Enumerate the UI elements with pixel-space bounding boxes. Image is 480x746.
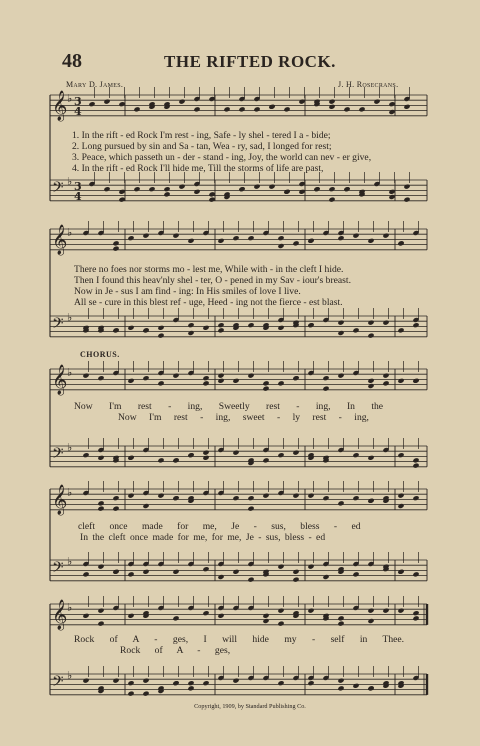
system-2-bass-notehead xyxy=(217,327,224,333)
system-5-treble-notehead xyxy=(337,615,344,621)
system-2-bass-notehead xyxy=(367,320,374,326)
system-4-treble-notehead xyxy=(262,493,269,499)
system-3-bass-notehead xyxy=(412,457,419,463)
system-5-bass-notehead xyxy=(142,678,149,684)
system-1-treble-notehead xyxy=(133,106,140,112)
system-4-treble-notehead xyxy=(352,495,359,501)
system-3-treble-notehead xyxy=(322,386,329,392)
system-4-treble-notehead xyxy=(337,500,344,506)
system-1-treble-notehead xyxy=(238,106,245,112)
system-4-treble-notehead xyxy=(112,506,119,512)
system-4-treble-notehead xyxy=(247,495,254,501)
system-1-treble-notehead xyxy=(373,99,380,105)
system-1-treble-notehead xyxy=(403,104,410,110)
system-5-treble-notehead xyxy=(412,610,419,616)
system-2-bass-notehead xyxy=(352,327,359,333)
system-5-bass-notehead xyxy=(337,678,344,684)
system-4-treble-notehead xyxy=(172,495,179,501)
system-1-bass-notehead xyxy=(118,197,125,203)
system-4-treble-notehead xyxy=(247,506,254,512)
system-2-bass-notehead xyxy=(202,325,209,331)
system-2-bass-clef-icon: 𝄢 xyxy=(52,315,64,336)
system-2-bass-notehead xyxy=(112,327,119,333)
system-3-bass-notehead xyxy=(412,463,419,469)
system-1-treble-notehead xyxy=(388,101,395,107)
system-3-treble-notehead xyxy=(157,380,164,386)
system-5-bass-notehead xyxy=(127,680,134,686)
system-5-treble-notehead xyxy=(97,621,104,627)
system-4-bass-notehead xyxy=(112,569,119,575)
verse-1-line-1: 1. In the rift - ed Rock I'm rest - ing, Safe - ly shel - tered I a - bide; xyxy=(72,130,331,141)
system-4-bass-notehead xyxy=(352,571,359,577)
system-4-treble-notehead xyxy=(412,495,419,501)
system-5-bass-notehead xyxy=(337,685,344,691)
system-1-bass-notehead xyxy=(163,186,170,192)
system-4-treble-notehead xyxy=(397,503,404,509)
system-4-bass-notehead xyxy=(277,564,284,570)
system-2-bass-notehead xyxy=(277,325,284,331)
system-4-treble-notehead xyxy=(157,493,164,499)
system-4-bass-flat-icon: ♭ xyxy=(67,555,73,568)
system-5-bass-notehead xyxy=(187,685,194,691)
verse-2-line-1: 2. Long pursued by sin and Sa - tan, Wea - ry, sad, I longed for rest; xyxy=(72,141,332,152)
system-1-bass-notehead xyxy=(133,186,140,192)
system-3-bass-notehead xyxy=(127,455,134,461)
system-1-treble-notehead xyxy=(343,106,350,112)
system-4-bass-notehead xyxy=(202,566,209,572)
system-5-treble-notehead xyxy=(277,608,284,614)
system-3-treble-notehead xyxy=(397,378,404,384)
system-3-bass-notehead xyxy=(367,455,374,461)
system-4-bass-notehead xyxy=(292,569,299,575)
system-4-bass-notehead xyxy=(232,569,239,575)
system-1-treble-notehead xyxy=(358,106,365,112)
system-3-treble-notehead xyxy=(277,380,284,386)
system-1-bass-notehead xyxy=(313,186,320,192)
system-2-bass-notehead xyxy=(337,330,344,336)
chorus-line-2-alt: In the cleft once made for me, for me, Je - sus, bless - ed xyxy=(80,532,326,543)
system-2-bass-notehead xyxy=(127,325,134,331)
system-1-bass-notehead xyxy=(178,184,185,190)
system-3-treble-notehead xyxy=(202,375,209,381)
composer-credit: J. H. Rosecrans. xyxy=(338,80,399,89)
system-5-treble-notehead xyxy=(262,613,269,619)
system-5-bass-notehead xyxy=(232,678,239,684)
system-3-treble-notehead xyxy=(367,383,374,389)
system-4-bass-notehead xyxy=(322,574,329,580)
system-3-bass-flat-icon: ♭ xyxy=(67,441,73,454)
system-3-bass-notehead xyxy=(187,452,194,458)
system-2-treble-notehead xyxy=(367,238,374,244)
system-1-time-sig-bottom: 4 xyxy=(74,105,82,118)
system-5-bass-notehead xyxy=(127,691,134,697)
system-5-bass-notehead xyxy=(82,678,89,684)
system-5-bass-notehead xyxy=(142,691,149,697)
system-2-treble-notehead xyxy=(187,238,194,244)
system-5-treble-notehead xyxy=(337,621,344,627)
system-4-treble-notehead xyxy=(232,495,239,501)
system-5-treble-flat-icon: ♭ xyxy=(67,601,73,614)
hymn-title: THE RIFTED ROCK. xyxy=(164,52,336,71)
verse-1-line-2: There no foes nor storms mo - lest me, While with - in the cleft I hide. xyxy=(74,264,344,275)
system-3-treble-flat-icon: ♭ xyxy=(67,366,73,379)
system-4-bass-notehead xyxy=(307,564,314,570)
system-5-treble-notehead xyxy=(397,608,404,614)
system-4-treble-flat-icon: ♭ xyxy=(67,486,73,499)
system-4-treble-notehead xyxy=(367,498,374,504)
system-1-treble-notehead xyxy=(118,101,125,107)
system-5-treble-notehead xyxy=(82,613,89,619)
system-1-treble-notehead xyxy=(253,106,260,112)
system-5-bass-clef-icon: 𝄢 xyxy=(52,673,64,694)
chorus-line-3: Rock of A - ges, I will hide my - self in Thee. xyxy=(74,634,405,645)
system-3-treble-notehead xyxy=(382,373,389,379)
system-3-bass-notehead xyxy=(157,457,164,463)
system-2-treble-notehead xyxy=(352,233,359,239)
system-3-treble-clef-icon: 𝄞 xyxy=(52,365,68,395)
chorus-line-1-alt: Now I'm rest - ing, sweet - ly rest - ing, xyxy=(118,412,369,423)
system-1-treble-notehead xyxy=(178,99,185,105)
system-1-bass-notehead xyxy=(208,197,215,203)
system-3-bass-notehead xyxy=(172,457,179,463)
system-1-bass-notehead xyxy=(328,197,335,203)
system-2-bass-notehead xyxy=(217,322,224,328)
system-1-bass-notehead xyxy=(403,184,410,190)
system-5-bass-notehead xyxy=(202,680,209,686)
system-2-treble-notehead xyxy=(127,235,134,241)
system-4-treble-notehead xyxy=(97,500,104,506)
system-2-treble-notehead xyxy=(307,238,314,244)
system-5-treble-notehead xyxy=(277,621,284,627)
system-1-treble-notehead xyxy=(328,99,335,105)
system-5-treble-notehead xyxy=(127,613,134,619)
verse-4-line-2: All se - cure in this blest ref - uge, Heed - ing not the fierce - est blast. xyxy=(74,297,343,308)
system-3-treble-notehead xyxy=(292,375,299,381)
chorus-label: CHORUS. xyxy=(80,350,120,359)
system-4-treble-notehead xyxy=(322,495,329,501)
system-3-bass-notehead xyxy=(232,450,239,456)
system-1-bass-notehead xyxy=(388,189,395,195)
system-2-treble-notehead xyxy=(112,246,119,252)
system-5-bass-notehead xyxy=(172,680,179,686)
system-3-bass-notehead xyxy=(292,450,299,456)
system-4-treble-notehead xyxy=(127,493,134,499)
system-1-treble-notehead xyxy=(268,104,275,110)
system-2-bass-notehead xyxy=(157,333,164,339)
system-5-treble-notehead xyxy=(307,608,314,614)
system-4-bass-clef-icon: 𝄢 xyxy=(52,559,64,580)
system-4-bass-notehead xyxy=(142,569,149,575)
system-4-bass-notehead xyxy=(247,577,254,583)
system-4-treble-notehead xyxy=(97,506,104,512)
system-2-treble-notehead xyxy=(382,233,389,239)
system-3-treble-notehead xyxy=(382,380,389,386)
system-2-bass-notehead xyxy=(142,327,149,333)
system-2-treble-notehead xyxy=(112,240,119,246)
system-3-treble-notehead xyxy=(322,375,329,381)
system-1-bass-notehead xyxy=(238,186,245,192)
system-2-bass-notehead xyxy=(157,325,164,331)
system-1-bass-notehead xyxy=(268,184,275,190)
system-3-treble-notehead xyxy=(217,378,224,384)
system-2-treble-notehead xyxy=(247,235,254,241)
system-3-treble-notehead xyxy=(97,375,104,381)
system-4-treble-notehead xyxy=(112,495,119,501)
system-1-treble-flat-icon: ♭ xyxy=(67,92,73,105)
system-2-bass-notehead xyxy=(187,322,194,328)
system-5-treble-notehead xyxy=(412,615,419,621)
system-2-treble-notehead xyxy=(172,233,179,239)
system-5-treble-notehead xyxy=(262,618,269,624)
system-5-bass-notehead xyxy=(187,680,194,686)
system-2-treble-notehead xyxy=(217,238,224,244)
system-2-bass-notehead xyxy=(412,322,419,328)
system-3-bass-notehead xyxy=(352,452,359,458)
system-1-treble-notehead xyxy=(328,104,335,110)
system-1-bass-notehead xyxy=(118,189,125,195)
chorus-line-3-alt: Rock of A - ges, xyxy=(120,645,231,656)
system-2-bass-notehead xyxy=(187,330,194,336)
system-3-treble-notehead xyxy=(172,373,179,379)
system-3-bass-notehead xyxy=(202,450,209,456)
system-4-treble-notehead xyxy=(142,503,149,509)
system-3-bass-notehead xyxy=(277,452,284,458)
system-1-treble-notehead xyxy=(103,99,110,105)
system-2-treble-flat-icon: ♭ xyxy=(67,226,73,239)
system-1-bass-notehead xyxy=(343,186,350,192)
copyright-notice: Copyright, 1909, by Standard Publishing Co. xyxy=(194,703,306,710)
system-3-treble-notehead xyxy=(82,373,89,379)
system-3-bass-clef-icon: 𝄢 xyxy=(52,445,64,466)
system-3-bass-notehead xyxy=(397,452,404,458)
system-5-treble-clef-icon: 𝄞 xyxy=(52,600,68,630)
system-1-bass-notehead xyxy=(103,186,110,192)
system-4-bass-notehead xyxy=(292,577,299,583)
system-4-bass-notehead xyxy=(82,571,89,577)
system-3-bass-notehead xyxy=(262,457,269,463)
system-1-treble-notehead xyxy=(88,101,95,107)
system-3-treble-notehead xyxy=(202,380,209,386)
chorus-line-1: Now I'm rest - ing, Sweetly rest - ing, In the xyxy=(74,401,384,412)
lyricist-credit: Mary D. James. xyxy=(66,80,124,89)
system-1-bass-notehead xyxy=(328,186,335,192)
system-1-treble-notehead xyxy=(283,106,290,112)
system-3-treble-notehead xyxy=(367,378,374,384)
system-4-treble-clef-icon: 𝄞 xyxy=(52,485,68,515)
system-5-treble-notehead xyxy=(202,610,209,616)
system-3-bass-notehead xyxy=(202,455,209,461)
system-1-bass-notehead xyxy=(193,189,200,195)
system-2-bass-notehead xyxy=(307,322,314,328)
system-1-bass-flat-icon: ♭ xyxy=(67,175,73,188)
system-4-bass-notehead xyxy=(412,571,419,577)
chorus-line-2: cleft once made for me, Je - sus, bless - ed xyxy=(78,521,361,532)
system-1-treble-notehead xyxy=(388,109,395,115)
system-3-treble-notehead xyxy=(262,380,269,386)
system-2-bass-notehead xyxy=(397,327,404,333)
system-4-bass-notehead xyxy=(97,564,104,570)
system-5-bass-notehead xyxy=(277,680,284,686)
system-2-treble-clef-icon: 𝄞 xyxy=(52,225,68,255)
system-3-treble-notehead xyxy=(232,378,239,384)
system-1-treble-clef-icon: 𝄞 xyxy=(52,91,68,121)
system-4-treble-notehead xyxy=(307,493,314,499)
system-5-bass-notehead xyxy=(352,683,359,689)
system-2-bass-notehead xyxy=(247,322,254,328)
system-1-bass-notehead xyxy=(388,194,395,200)
system-1-bass-notehead xyxy=(148,186,155,192)
system-2-treble-notehead xyxy=(277,235,284,241)
verse-3-line-1: 3. Peace, which passeth un - der - stand - ing, Joy, the world can nev - er give, xyxy=(72,152,372,163)
system-3-treble-notehead xyxy=(217,373,224,379)
system-1-time-sig-top: 3 xyxy=(74,95,82,108)
system-4-bass-notehead xyxy=(127,571,134,577)
system-5-bass-flat-icon: ♭ xyxy=(67,669,73,682)
system-1-bass-time-sig-top: 3 xyxy=(74,180,82,193)
system-3-treble-notehead xyxy=(127,378,134,384)
system-2-treble-notehead xyxy=(277,243,284,249)
system-3-bass-notehead xyxy=(97,455,104,461)
system-2-treble-notehead xyxy=(142,233,149,239)
system-3-treble-notehead xyxy=(247,373,254,379)
system-2-bass-notehead xyxy=(367,333,374,339)
system-1-bass-clef-icon: 𝄢 xyxy=(52,179,64,200)
system-1-bass-notehead xyxy=(253,184,260,190)
system-2-bass-notehead xyxy=(337,320,344,326)
system-2-treble-notehead xyxy=(397,240,404,246)
system-1-treble-notehead xyxy=(193,106,200,112)
system-5-bass-notehead xyxy=(112,678,119,684)
system-5-treble-notehead xyxy=(367,608,374,614)
system-5-treble-notehead xyxy=(367,618,374,624)
system-3-treble-notehead xyxy=(142,375,149,381)
system-5-treble-notehead xyxy=(217,613,224,619)
page-number: 48 xyxy=(62,50,82,72)
verse-2-line-2: Then I found this heav'nly shel - ter, O - pened in my Sav - iour's breast. xyxy=(74,275,351,286)
system-2-treble-notehead xyxy=(337,235,344,241)
system-2-treble-notehead xyxy=(232,235,239,241)
system-3-treble-notehead xyxy=(262,386,269,392)
system-1-bass-notehead xyxy=(163,191,170,197)
system-4-bass-notehead xyxy=(217,574,224,580)
system-1-bass-notehead xyxy=(283,189,290,195)
system-4-bass-notehead xyxy=(172,569,179,575)
system-4-bass-notehead xyxy=(397,569,404,575)
verse-4-line-1: 4. In the rift - ed Rock I'll hide me, Till the storms of life are past, xyxy=(72,163,324,174)
system-1-treble-notehead xyxy=(298,99,305,105)
system-4-treble-notehead xyxy=(397,493,404,499)
system-1-bass-time-sig-bottom: 4 xyxy=(74,190,82,203)
system-2-treble-notehead xyxy=(292,240,299,246)
system-4-treble-notehead xyxy=(292,493,299,499)
system-1-bass-notehead xyxy=(208,191,215,197)
system-5-bass-notehead xyxy=(307,680,314,686)
system-5-bass-notehead xyxy=(367,685,374,691)
system-3-bass-notehead xyxy=(82,452,89,458)
system-3-treble-notehead xyxy=(337,373,344,379)
system-1-bass-notehead xyxy=(298,189,305,195)
system-2-bass-flat-icon: ♭ xyxy=(67,311,73,324)
system-1-bass-notehead xyxy=(403,197,410,203)
system-3-treble-notehead xyxy=(412,378,419,384)
system-5-treble-notehead xyxy=(172,615,179,621)
system-1-treble-notehead xyxy=(223,106,230,112)
verse-3-line-2: Now in Je - sus I am find - ing: In His smiles of love I live. xyxy=(74,286,301,297)
system-5-treble-notehead xyxy=(97,608,104,614)
system-2-bass-notehead xyxy=(382,320,389,326)
system-5-treble-notehead xyxy=(382,608,389,614)
